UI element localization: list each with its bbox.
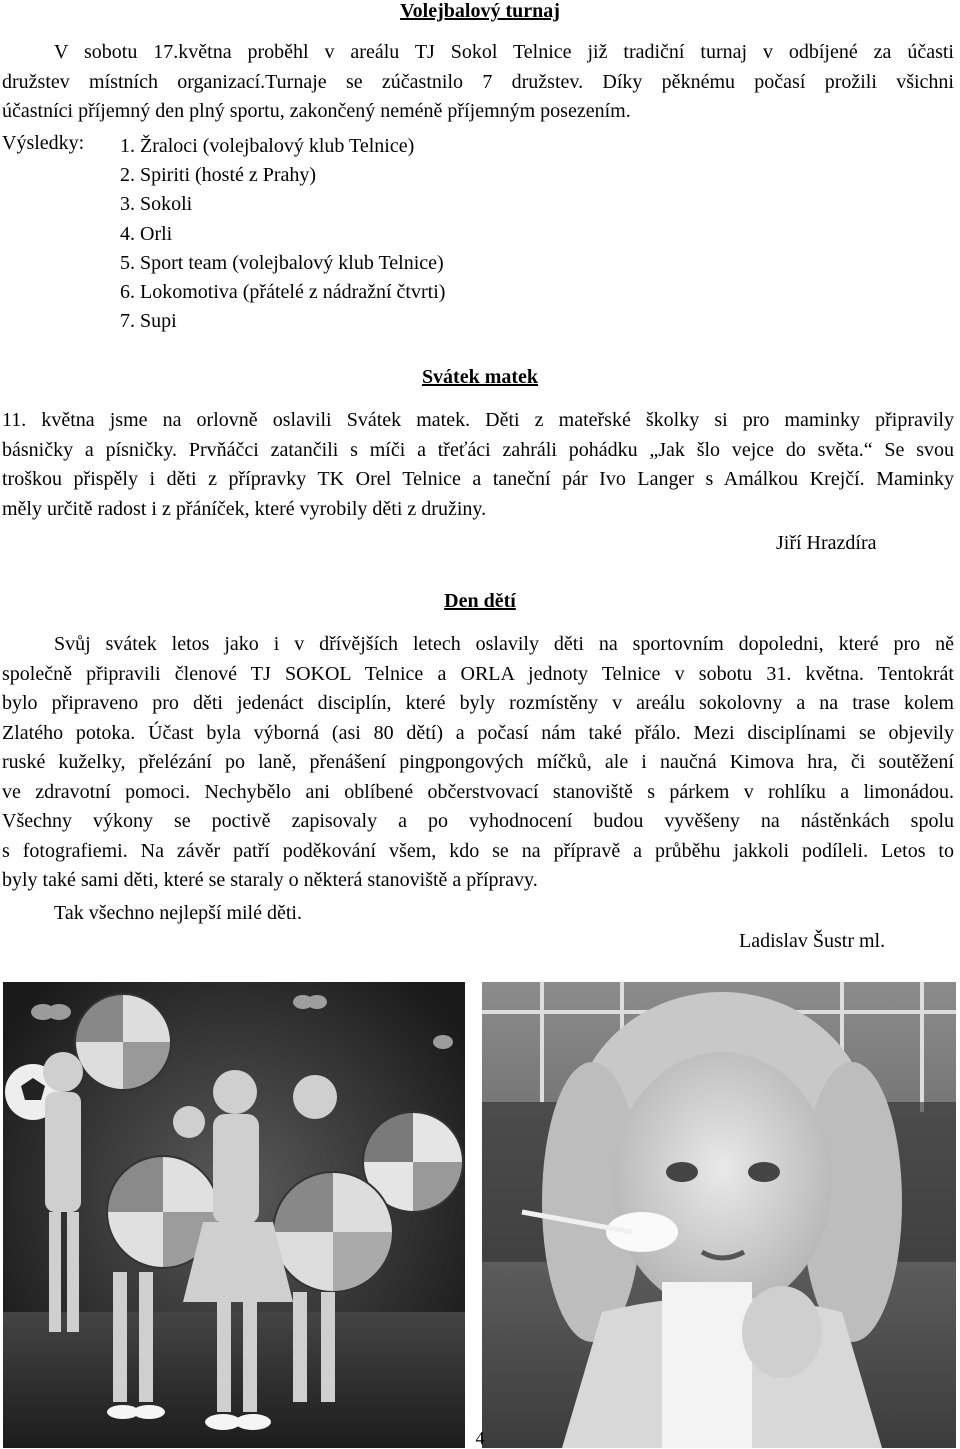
text-line: troškou přispěly i děti z přípravky TK Orel Telnice a taneční pár Ivo Langer s Amálkou Krejčí. Maminky	[2, 468, 954, 490]
closing-line: Tak všechno nejlepší milé děti.	[54, 902, 302, 924]
text-line: Zlatého potoka. Účast byla výborná (asi 80 dětí) a počasí nám také přálo. Mezi disciplínami se objevily	[2, 721, 954, 744]
text-line: s fotografiemi. Na závěr patří poděkování všem, kdo se na přípravě a průběhu jakkoli podíleli. Letos to	[2, 839, 954, 862]
text-line: Svůj svátek letos jako i v dřívějších letech oslavily děti na sportovním dopoledni, které pro ně	[54, 633, 954, 655]
text-line: družstev místních organizací.Turnaje se zúčastnilo 7 družstev. Díky pěknému počasí prožili všichni	[2, 70, 954, 93]
text-line: Všechny výkony se poctivě zapisovaly a po vyhodnocení budou vyvěšeny na nástěnkách spolu	[2, 810, 954, 832]
text-line: V sobotu 17.května proběhl v areálu TJ Sokol Telnice již tradiční turnaj v odbíjené za účasti	[54, 41, 954, 63]
paragraph-childrens-day	[2, 630, 954, 896]
heading-mothers-day: Svátek matek	[421, 366, 539, 388]
photo-children-dancing-image	[3, 982, 465, 1448]
text-line: účastníci příjemný den plný sportu, zakončený neméně příjemným posezením.	[2, 100, 631, 122]
list-item: 5. Sport team (volejbalový klub Telnice)	[120, 251, 444, 274]
text-line: společně připravili členové TJ SOKOL Telnice a ORLA jednoty Telnice v sobotu 31. května. Tentokrát	[2, 662, 954, 685]
photo-children-dancing	[3, 982, 465, 1448]
author-signature: Jiří Hrazdíra	[776, 532, 877, 554]
text-line: byly také sami děti, které se staraly o některá stanoviště a přípravy.	[2, 869, 538, 891]
photo-girl-closeup	[482, 982, 956, 1448]
text-line: 11. května jsme na orlovně oslavili Svátek matek. Děti z mateřské školky si pro maminky připravily	[2, 409, 954, 431]
author-signature: Ladislav Šustr ml.	[739, 930, 886, 952]
heading-volleyball: Volejbalový turnaj	[400, 0, 560, 22]
paragraph-volleyball	[2, 38, 954, 127]
list-item: 1. Žraloci (volejbalový klub Telnice)	[120, 135, 415, 157]
list-item: 2. Spiriti (hosté z Prahy)	[120, 164, 317, 187]
paragraph-mothers-day	[2, 406, 954, 524]
text-line: básničky a písničky. Prvňáčci zatančili s míči a třeťáci zahráli pohádku „Jak šlo vejce do světa.“ Se svou	[2, 438, 954, 461]
heading-childrens-day: Den dětí	[444, 590, 516, 612]
text-line: ruské kuželky, přelézání po laně, přenášení pingpongových míčků, ale i naučná Kimova hra, či soutěžení	[2, 751, 954, 773]
photo-girl-closeup-image	[482, 982, 956, 1448]
results-label: Výsledky:	[2, 132, 85, 154]
list-item: 3. Sokoli	[120, 193, 193, 216]
list-item: 7. Supi	[120, 310, 177, 333]
list-item: 6. Lokomotiva (přátelé z nádražní čtvrti)	[120, 280, 446, 303]
text-line: měly určitě radost i z přáníček, které vyrobily děti z družiny.	[2, 497, 487, 520]
text-line: bylo připraveno pro děti jedenáct disciplín, které byly rozmístěny v areálu sokolovny a na trase kolem	[2, 692, 954, 714]
text-line: ve zdravotní pomoci. Nechybělo ani oblíbené občerstvovací stanoviště s párkem v rohlíku a limonádou.	[2, 780, 954, 803]
page-number: 4	[475, 1428, 485, 1448]
list-item: 4. Orli	[120, 222, 173, 245]
